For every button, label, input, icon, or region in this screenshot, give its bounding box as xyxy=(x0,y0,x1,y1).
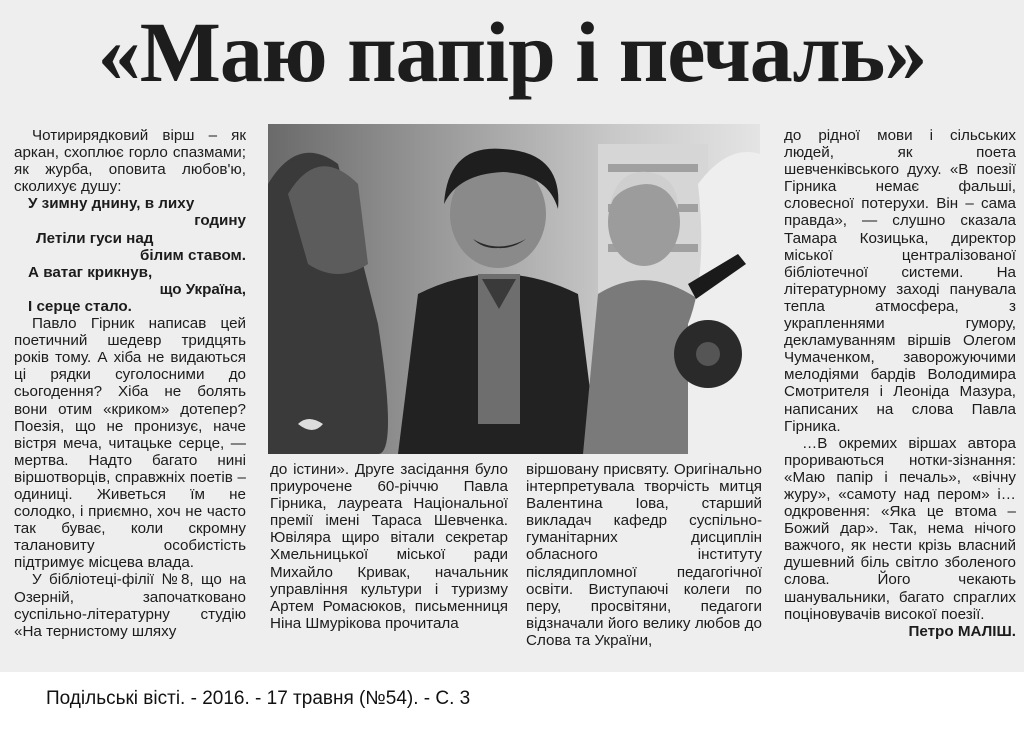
poem-line: Летіли гуси над xyxy=(36,229,154,247)
body-paragraph: …В окремих віршах автора прориваються нотки-зізнання: «Маю папір і печаль», «вічну журу», «самоту над пером» і… одкровення: «Яка це втома – Божий дар». Так, нема нічого важчого, як нести крізь власний душевний біль світло зболеного слова. Його чекають шанувальники, багато спраглих поціновувачів високої поезії. xyxy=(784,434,1016,623)
poem-line: що Україна, xyxy=(159,280,246,298)
body-paragraph: віршовану присвяту. Оригінально інтерпретувала творчість митця Валентина Іова, старший викладач кафедр суспільно-гуманітарних дисциплін обласного інституту післядипломної педагогічної освіти. Виступаючі колеги по перу, просвітяни, педагоги відзначали його велику любов до Слова та України, xyxy=(526,461,762,649)
source-citation: Подільські вісті. - 2016. - 17 травня (№54). - С. 3 xyxy=(46,688,471,709)
column-3 xyxy=(526,461,762,672)
body-paragraph: до рідної мови і сільських людей, як поета шевченківського духу. «В поезії Гірника немає фальші, словесної потерухи. Він – сама правда», — слушно сказала Тамара Козицька, директор міської централізованої бібліотечної системи. На літературному заході панувала тепла атмосфера, з украпленнями гумору, декламуванням віршів Олегом Чумаченком, заворожуючими мелодіями бардів Володимира Смотрителя і Леоніда Мазура, написаних на слова Павла Гірника. xyxy=(784,127,1016,435)
column-1 xyxy=(14,127,246,672)
poem-line: У зимну днину, в лиху xyxy=(28,195,195,213)
poem-line: годину xyxy=(194,212,246,230)
event-photo xyxy=(268,124,760,454)
author-signature: Петро МАЛІШ. xyxy=(908,622,1016,640)
event-photo-drawing xyxy=(268,124,760,454)
column-4 xyxy=(784,127,1016,672)
poem-line: І серце стало. xyxy=(28,297,132,315)
poem-quote xyxy=(14,195,246,315)
poem-line: А ватаг крикнув, xyxy=(28,263,153,281)
intro-paragraph: Чотирирядковий вірш – як аркан, схоплює горло спазмами; як журба, оповита любов'ю, сколихує душу: xyxy=(14,127,246,196)
body-paragraph: до істини». Друге засідання було приурочене 60-річчю Павла Гірника, лауреата Національної премії імені Тараса Шевченка. Ювіляра щиро вітали секретар Хмельницької міської ради Михайло Кривак, начальник управління культури і туризму Артем Ромасюков, письменниця Ніна Шмурікова прочитала xyxy=(270,461,508,632)
article-headline: «Маю папір і печаль» xyxy=(97,4,927,100)
poem-line: білим ставом. xyxy=(139,246,246,264)
body-paragraph: У бібліотеці-філії №8, що на Озерній, започатковано суспільно-літературну студію «На тернистому шляху xyxy=(14,571,246,640)
body-paragraph: Павло Гірник написав цей поетичний шедевр тридцять років тому. А хіба не видаються ці рядки суголосними до сьогодення? Хіба не болять вони отим «криком» дотепер? Поезія, що не пронизує, наче вістря меча, читацьке серце, — мертва. Надто багато нині віршотворців, справжніх поетів – одиниці. Живеться їм не солодко, і приємно, хоч не часто так буває, коли скромну талановиту особистість підтримує місцева влада. xyxy=(14,315,246,572)
column-2 xyxy=(270,461,508,672)
